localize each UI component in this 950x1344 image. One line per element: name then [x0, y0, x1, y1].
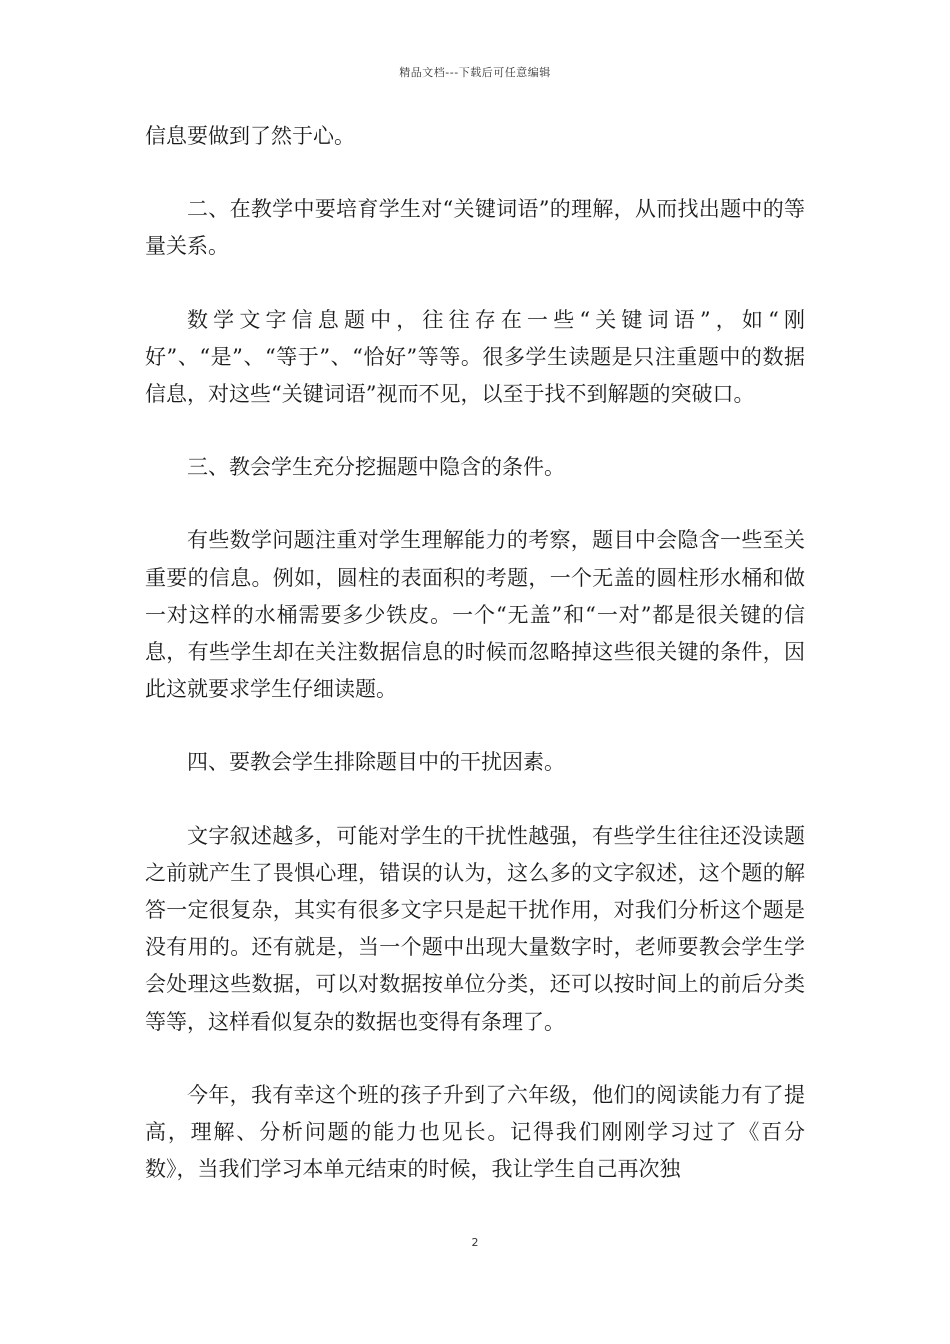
section-heading-3: 三、教会学生充分挖掘题中隐含的条件。: [187, 455, 565, 480]
paragraph: 有些数学问题注重对学生理解能力的考察，题目中会隐含一些至关重要的信息。例如，圆柱的表面积的考题，一个无盖的圆柱形水桶和做一对这样的水桶需要多少铁皮。一个“无盖”和“一对”都是很关键的信息，有些学生却在关注数据信息的时候而忽略掉这些很关键的条件，因此这就要求学生仔细读题。: [145, 528, 805, 702]
section-heading-2: 二、在教学中要培育学生对“关键词语”的理解，从而找出题中的等量关系。: [145, 197, 805, 259]
page-number: 2: [471, 1236, 479, 1249]
document-body: [145, 118, 805, 1224]
section-heading-4: 四、要教会学生排除题目中的干扰因素。: [187, 750, 565, 775]
paragraph-continuation: 信息要做到了然于心。: [145, 124, 355, 148]
paragraph: 数学文字信息题中，往往存在一些“关键词语”，如“刚好”、“是”、“等于”、“恰好”等等。很多学生读题是只注重题中的数据信息，对这些“关键词语”视而不见，以至于找不到解题的突破口。: [145, 307, 805, 407]
paragraph: 今年，我有幸这个班的孩子升到了六年级，他们的阅读能力有了提高，理解、分析问题的能力也见长。记得我们刚刚学习过了《百分数》，当我们学习本单元结束的时候，我让学生自己再次独: [145, 1082, 805, 1182]
page-header: 精品文档---下载后可任意编辑: [399, 66, 551, 79]
paragraph: 文字叙述越多，可能对学生的干扰性越强，有些学生往往还没读题之前就产生了畏惧心理，错误的认为，这么多的文字叙述，这个题的解答一定很复杂，其实有很多文字只是起干扰作用，对我们分析这个题是没有用的。还有就是，当一个题中出现大量数字时，老师要教会学生学会处理这些数据，可以对数据按单位分类，还可以按时间上的前后分类等等，这样看似复杂的数据也变得有条理了。: [145, 823, 805, 1034]
